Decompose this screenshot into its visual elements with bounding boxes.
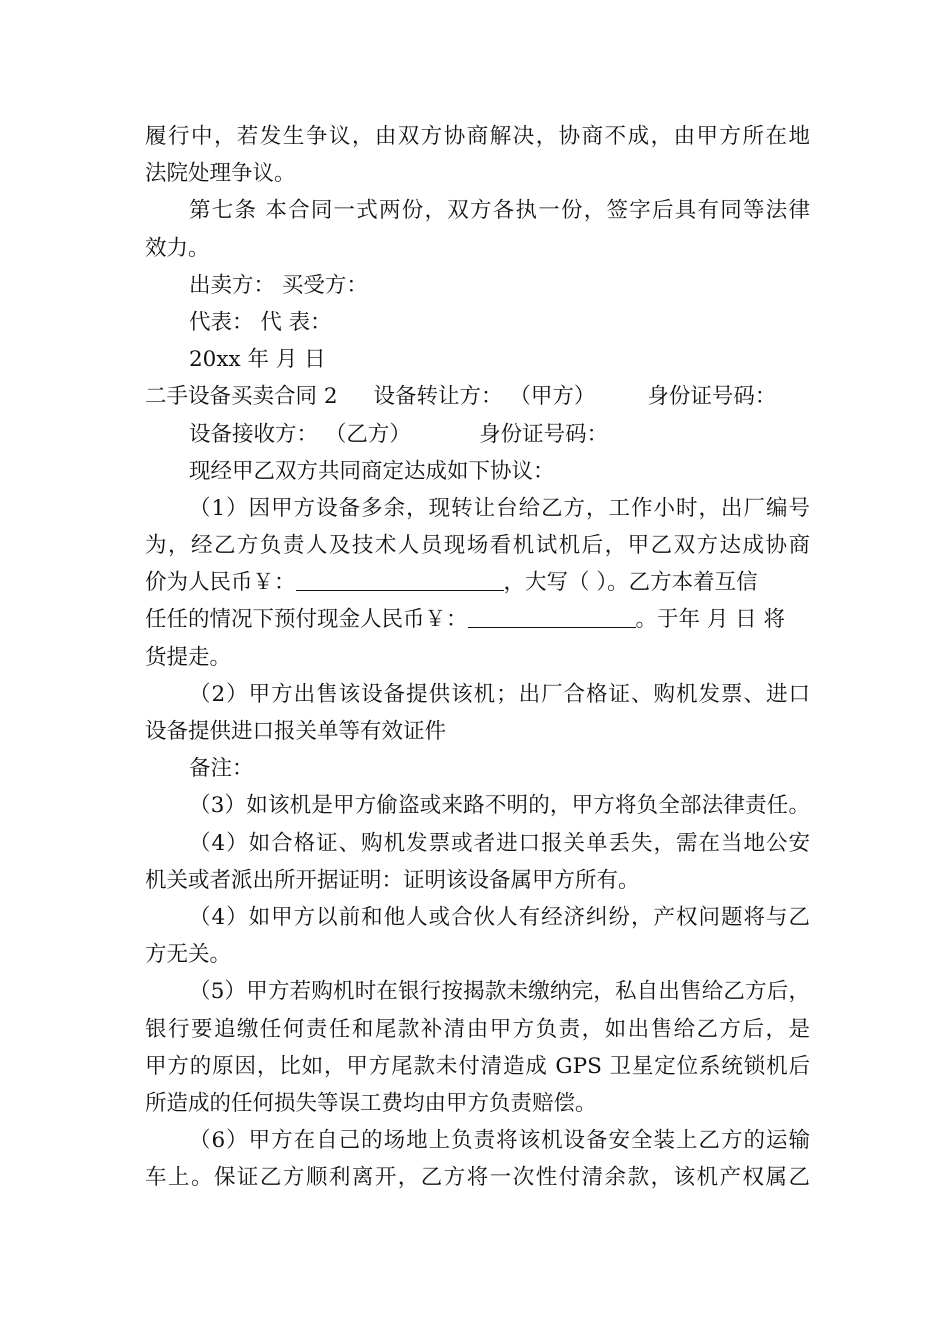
- paragraph-line: 履行中，若发生争议，由双方协商解决，协商不成，由甲方所在地: [145, 124, 810, 149]
- clause-4b-line: 方无关。: [145, 942, 232, 968]
- prepayment-label: 任任的情况下预付现金人民币￥：: [145, 607, 468, 633]
- clause-6-line: （6）甲方在自己的场地上负责将该机设备安全装上乙方的运输: [189, 1128, 810, 1154]
- paragraph-line: 效力。: [145, 235, 210, 261]
- prepayment-blank: [468, 605, 636, 628]
- remarks-label: 备注：: [189, 756, 254, 782]
- transferor-id-label: 身份证号码：: [647, 384, 777, 410]
- price-line: [145, 564, 810, 601]
- price-label: 价为人民币￥：: [145, 570, 296, 596]
- prepayment-line: [145, 601, 810, 638]
- contract-title: 二手设备买卖合同 2: [145, 384, 338, 410]
- clause-1-line: （1）因甲方设备多余，现转让台给乙方，工作小时，出厂编号: [189, 495, 810, 521]
- clause-4-line: 机关或者派出所开据证明：证明该设备属甲方所有。: [145, 867, 640, 893]
- contract-body: [145, 118, 810, 1196]
- clause-5-line: 所造成的任何损失等误工费均由甲方负责赔偿。: [145, 1090, 597, 1116]
- clause-5-line: 银行要追缴任何责任和尾款补清由甲方负责，如出售给乙方后，是: [145, 1016, 810, 1042]
- transferor-label: 设备转让方： （甲方）: [373, 384, 596, 410]
- agreement-intro: 现经甲乙双方共同商定达成如下协议：: [189, 458, 555, 484]
- clause-2-line: 设备提供进口报关单等有效证件: [145, 719, 447, 744]
- receiver-line: 设备接收方： （乙方） 身份证号码：: [189, 421, 609, 447]
- date-line: 20xx 年 月 日: [189, 347, 326, 373]
- seller-buyer-line: 出卖方： 买受方：: [189, 272, 368, 298]
- clause-5-line: 甲方的原因，比如，甲方尾款未付清造成 GPS 卫星定位系统锁机后: [145, 1053, 810, 1079]
- clause-4-line: （4）如合格证、购机发票或者进口报关单丢失，需在当地公安: [189, 830, 810, 856]
- clause-6-line: 车上。保证乙方顺利离开，乙方将一次性付清余款，该机产权属乙: [145, 1165, 810, 1191]
- clause-4b-line: （4）如甲方以前和他人或合伙人有经济纠纷，产权问题将与乙: [189, 904, 810, 930]
- representative-line: 代表： 代 表：: [189, 309, 332, 335]
- paragraph-line: 法院处理争议。: [145, 161, 296, 187]
- price-suffix: ，大写（ ）。乙方本着互信: [503, 570, 758, 596]
- contract-heading-line: [145, 378, 810, 415]
- clause-1-line: 为，经乙方负责人及技术人员现场看机试机后，甲乙双方达成协商: [145, 533, 810, 559]
- price-blank: [296, 568, 504, 591]
- clause-3-line: （3）如该机是甲方偷盗或来路不明的，甲方将负全部法律责任。: [189, 793, 810, 819]
- clause-5-line: （5）甲方若购机时在银行按揭款未缴纳完，私自出售给乙方后，: [189, 979, 810, 1005]
- prepayment-suffix: 。于年 月 日 将: [635, 607, 786, 633]
- clause-2-line: （2）甲方出售该设备提供该机；出厂合格证、购机发票、进口: [189, 681, 810, 707]
- article-seven-line: 第七条 本合同一式两份，双方各执一份，签字后具有同等法律: [189, 198, 810, 224]
- paragraph-line: 货提走。: [145, 644, 232, 670]
